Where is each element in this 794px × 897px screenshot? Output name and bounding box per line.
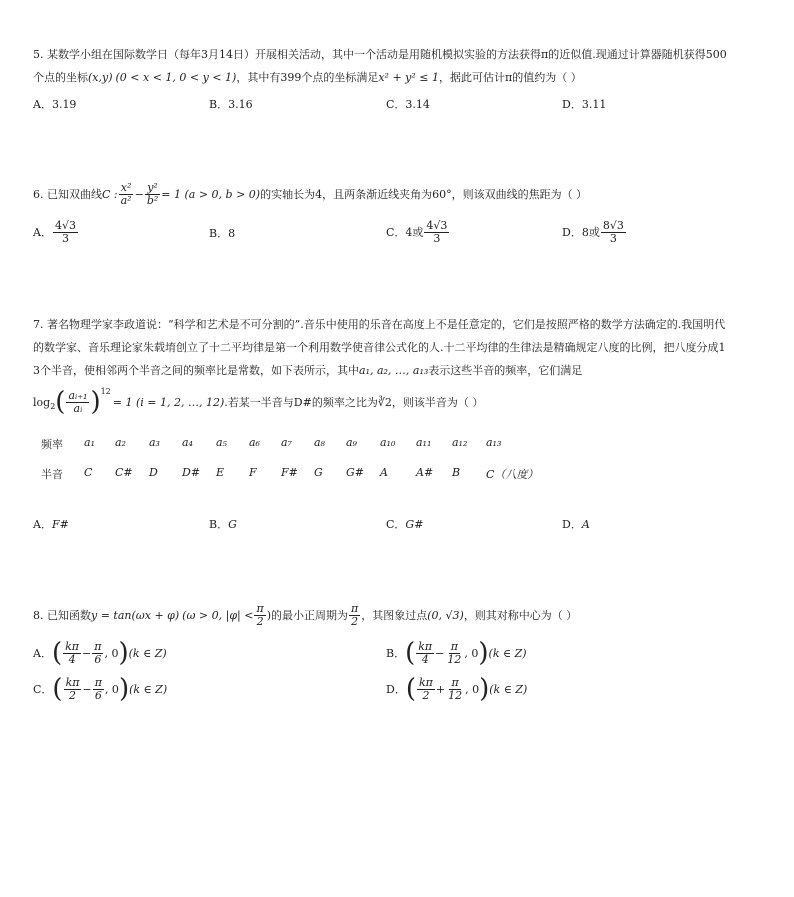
q5-coord: (x,y) <box>88 71 113 84</box>
q7-tone-cell: C（八度） <box>486 468 539 481</box>
q7-option-b[interactable] <box>209 516 237 532</box>
q8-option-a-zero: , 0 <box>104 646 119 660</box>
q8-option-b-frac1: $\frac{k\pi}{4}$ <box>418 639 433 666</box>
q8-option-c-zero: , 0 <box>104 682 119 696</box>
q8-option-c-kz: (k ∈ Z) <box>129 682 168 696</box>
q8-option-d-frac1: $\frac{k\pi}{2}$ <box>418 675 433 702</box>
q7-option-c[interactable] <box>386 516 423 532</box>
q5-line2 <box>33 71 582 85</box>
q7-freq-cell: a₆ <box>249 436 260 449</box>
q7-tone-label: 半音 <box>41 468 63 481</box>
q7-sequence: a₁, a₂, …, a₁₃ <box>359 364 429 377</box>
q7-tone-cell: G <box>314 466 323 479</box>
q7-option-d[interactable] <box>562 516 590 532</box>
q8-option-a-op: − <box>82 646 92 660</box>
q6-option-d[interactable] <box>562 216 627 248</box>
q8-suffix: ，其图象过点 <box>361 609 428 622</box>
q5-option-a[interactable]: A．3.19 <box>33 98 77 111</box>
q7-freq-label: 频率 <box>41 438 63 451</box>
q8-option-b-op: − <box>435 646 445 660</box>
q6-option-a[interactable] <box>33 216 79 248</box>
q6-prefix: 6. 已知双曲线 <box>33 188 102 201</box>
q5-option-c[interactable]: C．3.14 <box>386 98 430 111</box>
q7-freq-cell: a₂ <box>115 436 126 449</box>
q8-option-d-frac2: $\frac{\pi}{12}$ <box>448 675 463 702</box>
q7-freq-cell: a₇ <box>281 436 292 449</box>
q7-option-a-label: A． <box>33 518 52 531</box>
q5-text-b: ，其中有399个点的坐标满足 <box>236 71 379 84</box>
q7-tone-cell: D <box>149 466 158 479</box>
q8-option-a-frac2: $\frac{\pi}{6}$ <box>94 639 102 666</box>
q7-line2: 的数学家、音乐理论家朱载堉创立了十二平均律是第一个利用数学使音律公式化的人.十二平均律的生律法是精确规定八度的比例，把八度分成1 <box>33 341 726 354</box>
q7-option-b-value: G <box>228 518 237 531</box>
q7-freq-cell: a₄ <box>182 436 193 449</box>
q8-option-b-label: B． <box>386 647 406 660</box>
q7-log: $\log_2$ <box>33 395 56 411</box>
q6-x-fraction: $\frac{\text{x²}}{\text{a²}}$ <box>120 180 132 207</box>
q7-cube-root: ∛2 <box>377 395 392 409</box>
q7-line4-text-b: .若某一半音与 <box>224 396 294 409</box>
q5-cond: (0 < x < 1, 0 < y < 1) <box>115 71 237 84</box>
q7-line3-text-b: 表示这些半音的频率，它们满足 <box>428 364 583 377</box>
q8-option-a-label: A． <box>33 647 52 660</box>
q6-y-fraction: $\frac{\text{y²}}{\text{b²}}$ <box>146 180 159 207</box>
q6-option-d-label: D．8或 <box>562 226 600 239</box>
q8-option-b-zero: , 0 <box>464 646 479 660</box>
q7-tone-cell: C# <box>115 466 133 479</box>
q8-option-b-kz: (k ∈ Z) <box>488 646 527 660</box>
q7-option-c-value: G# <box>405 518 424 531</box>
q7-freq-cell: a₁₀ <box>380 436 396 449</box>
q8-option-c-frac1: $\frac{k\pi}{2}$ <box>65 675 80 702</box>
q6-option-d-fraction: $\frac{8√3}{3}$ <box>602 218 624 245</box>
q5-line1: 5. 某数学小组在国际数学日（每年3月14日）开展相关活动，其中一个活动是用随机模拟实验的方法获得π的近似值.现通过计算器随机获得500 <box>33 48 727 61</box>
q6-eq-rhs: = 1 (a > 0, b > 0) <box>161 187 261 201</box>
q8-option-b[interactable]: B． ( $\frac{k\pi}{4}$ − $\frac{\pi}{12}$ , 0 ) (k ∈ Z) <box>386 638 527 668</box>
q8-cond-b: ) <box>266 608 271 622</box>
q8-option-c-label: C． <box>33 683 53 696</box>
q7-line3 <box>33 364 582 378</box>
q5-ineq: x² + y² ≤ 1 <box>378 71 439 84</box>
q8-option-a-frac1: $\frac{k\pi}{4}$ <box>65 639 80 666</box>
q8-cond-fraction: $\frac{\pi}{2}$ <box>256 601 264 628</box>
q7-option-b-label: B． <box>209 518 229 531</box>
q6-option-a-fraction: $\frac{4√3}{3}$ <box>54 218 76 245</box>
q5-option-d[interactable]: D．3.11 <box>562 98 607 111</box>
q6-option-c-fraction: $\frac{4√3}{3}$ <box>426 218 448 245</box>
q6-suffix: 的实轴长为4，且两条渐近线夹角为 <box>260 188 433 201</box>
q7-freq-cell: a₁ <box>84 436 95 449</box>
q6-minus: − <box>134 187 144 201</box>
q8-option-d-op: + <box>435 682 446 696</box>
q7-tone-cell: F <box>249 466 257 479</box>
q7-line4-text-d: ，则该半音为（ ） <box>391 396 484 409</box>
q8-option-a-kz: (k ∈ Z) <box>128 646 167 660</box>
q7-tone-cell: B <box>452 466 461 479</box>
q7-option-a-value: F# <box>51 518 69 531</box>
q7-ratio-fraction: $\frac{\text{aᵢ₊₁}}{\text{aᵢ}}$ <box>68 388 88 415</box>
q8-option-b-frac2: $\frac{\pi}{12}$ <box>447 639 462 666</box>
q8-option-d[interactable]: D． ( $\frac{k\pi}{2}$ + $\frac{\pi}{12}$ , 0 ) (k ∈ Z) <box>386 674 528 704</box>
q7-option-d-value: A <box>581 518 590 531</box>
q7-tone-cell: D# <box>182 466 201 479</box>
q8-option-c-frac2: $\frac{\pi}{6}$ <box>94 675 102 702</box>
q8-option-c[interactable]: C． ( $\frac{k\pi}{2}$ − $\frac{\pi}{6}$ , 0 ) (k ∈ Z) <box>33 674 168 704</box>
q6-option-b[interactable]: B．8 <box>209 227 236 240</box>
q8-cond-a: (ω > 0, |φ| < <box>182 608 254 622</box>
q7-freq-cell: a₈ <box>314 436 325 449</box>
q8-option-d-zero: , 0 <box>465 682 480 696</box>
q8-option-d-kz: (k ∈ Z) <box>489 682 528 696</box>
q8-mid: 的最小正周期为 <box>270 609 348 622</box>
q8-option-a[interactable]: A． ( $\frac{k\pi}{4}$ − $\frac{\pi}{6}$ , 0 ) (k ∈ Z) <box>33 638 167 668</box>
q8-suffix2: ，则其对称中心为（ ） <box>463 609 578 622</box>
q6-suffix2: ，则该双曲线的焦距为（ ） <box>451 188 588 201</box>
q7-tone-cell: G# <box>346 466 365 479</box>
q7-tone-cell: E <box>216 466 225 479</box>
q7-eq: = 1 (i = 1, 2, …, 12) <box>112 395 225 409</box>
q6-stem <box>33 178 587 210</box>
q7-option-c-label: C． <box>386 518 406 531</box>
q7-d-sharp: D# <box>293 395 312 409</box>
q6-option-a-label: A． <box>33 226 52 239</box>
q7-freq-cell: a₁₂ <box>452 436 468 449</box>
q7-line3-text-a: 3个半音，使相邻两个半音之间的频率比是常数，如下表所示，其中 <box>33 364 359 377</box>
q8-option-c-op: − <box>82 682 92 696</box>
q7-tone-cell: A# <box>416 466 434 479</box>
q7-freq-cell: a₃ <box>149 436 160 449</box>
q7-tone-cell: F# <box>281 466 298 479</box>
q7-line1: 7. 著名物理学家李政道说：“科学和艺术是不可分割的”.音乐中使用的乐音在高度上不是任意定的，它们是按照严格的数学方法确定的.我国明代 <box>33 318 726 331</box>
q6-curve-name: C : <box>102 187 118 201</box>
q7-freq-cell: a₅ <box>216 436 227 449</box>
q8-function: y = tan(ωx + φ) <box>91 608 180 622</box>
q7-line4-text-c: 的频率之比为 <box>311 396 378 409</box>
q8-stem <box>33 598 577 632</box>
q5-option-b[interactable]: B．3.16 <box>209 98 253 111</box>
q7-option-d-label: D． <box>562 518 582 531</box>
q7-tone-cell: A <box>380 466 388 479</box>
q6-option-c-label: C．4或 <box>386 226 424 239</box>
q6-angle: 60° <box>432 187 452 201</box>
q7-line4: $\log_2$ ( $\frac{\text{aᵢ₊₁}}{\text{aᵢ}}$ ) $^{12}$ = 1 (i = 1, 2, …, 12) .若某一半音与 D# 的频率之比为 ∛2 ，则该半音为（ ） <box>33 387 484 417</box>
q5-text-a: 个点的坐标 <box>33 71 88 84</box>
q7-freq-cell: a₉ <box>346 436 357 449</box>
q8-period-fraction: $\frac{\pi}{2}$ <box>350 601 359 628</box>
q8-prefix: 8. 已知函数 <box>33 609 91 622</box>
q7-freq-cell: a₁₁ <box>416 436 432 449</box>
q7-tone-cell: C <box>84 466 93 479</box>
q6-option-c[interactable] <box>386 216 450 248</box>
q5-text-c: ，据此可估计π的值约为（ ） <box>438 71 582 84</box>
q8-point: (0, √3) <box>427 608 464 622</box>
q7-freq-cell: a₁₃ <box>486 436 502 449</box>
q7-option-a[interactable] <box>33 516 69 532</box>
q8-option-d-label: D． <box>386 683 406 696</box>
